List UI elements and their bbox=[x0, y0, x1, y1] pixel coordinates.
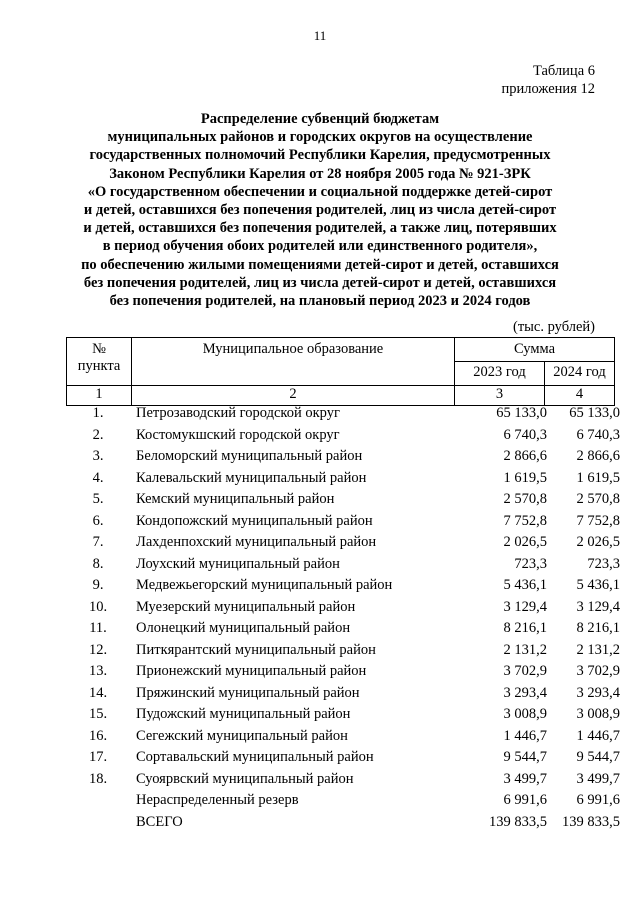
title-line: и детей, оставшихся без попечения родителей, а также лиц, потерявших bbox=[83, 220, 557, 237]
table-row bbox=[66, 532, 620, 554]
data-rows bbox=[66, 403, 620, 833]
table-row bbox=[66, 769, 620, 791]
header-number-cell: № пункта bbox=[67, 338, 132, 386]
row-number: 9. bbox=[92, 577, 104, 594]
title-line: «О государственном обеспечении и социальной поддержке детей-сирот bbox=[87, 183, 553, 200]
table-reference-line1: Таблица 6 bbox=[532, 63, 595, 79]
row-value-2023: 1 446,7 bbox=[503, 727, 547, 744]
row-number: 12. bbox=[88, 641, 108, 658]
row-number: 1. bbox=[92, 405, 104, 422]
row-number: 3. bbox=[92, 448, 104, 465]
table-reference bbox=[502, 62, 595, 98]
row-number bbox=[66, 812, 130, 834]
data-table bbox=[66, 403, 620, 833]
row-value-2024: 6 740,3 bbox=[576, 426, 620, 443]
row-value-2024: 8 216,1 bbox=[576, 620, 620, 637]
row-number: 11. bbox=[89, 620, 107, 637]
table-row bbox=[66, 425, 620, 447]
row-municipality: Питкярантский муниципальный район bbox=[136, 641, 376, 658]
header-municipality: Муниципальное образование bbox=[132, 338, 455, 386]
row-value-2024: 139 833,5 bbox=[562, 813, 620, 830]
row-municipality: Кондопожский муниципальный район bbox=[136, 512, 373, 529]
document-title bbox=[60, 110, 580, 310]
header-year-2024: 2024 год bbox=[545, 362, 615, 386]
table-header bbox=[66, 337, 615, 406]
table-row bbox=[66, 790, 620, 812]
row-number: 4. bbox=[92, 469, 104, 486]
row-municipality: Лоухский муниципальный район bbox=[136, 555, 340, 572]
row-municipality: Кемский муниципальный район bbox=[136, 491, 335, 508]
row-value-2023: 3 499,7 bbox=[503, 770, 547, 787]
row-municipality: Медвежьегорский муниципальный район bbox=[136, 577, 393, 594]
row-value-2023: 3 129,4 bbox=[503, 598, 547, 615]
row-value-2023: 723,3 bbox=[514, 555, 547, 572]
title-line: без попечения родителей, на плановый период 2023 и 2024 годов bbox=[109, 293, 531, 310]
row-municipality: ВСЕГО bbox=[136, 813, 183, 830]
row-value-2024: 3 008,9 bbox=[576, 706, 620, 723]
row-value-2023: 5 436,1 bbox=[503, 577, 547, 594]
row-value-2024: 3 499,7 bbox=[576, 770, 620, 787]
row-value-2023: 65 133,0 bbox=[496, 405, 547, 422]
table-row bbox=[66, 403, 620, 425]
row-number: 18. bbox=[88, 770, 108, 787]
title-line: Распределение субвенций бюджетам bbox=[200, 111, 440, 127]
row-municipality: Костомукшский городской округ bbox=[136, 426, 340, 443]
row-value-2023: 7 752,8 bbox=[503, 512, 547, 529]
row-value-2023: 2 866,6 bbox=[503, 448, 547, 465]
row-value-2023: 139 833,5 bbox=[489, 813, 547, 830]
table-row bbox=[66, 597, 620, 619]
table-row bbox=[66, 554, 620, 576]
row-value-2023: 9 544,7 bbox=[503, 749, 547, 766]
row-value-2023: 2 570,8 bbox=[503, 491, 547, 508]
row-value-2023: 6 740,3 bbox=[503, 426, 547, 443]
table-row bbox=[66, 618, 620, 640]
title-line: государственных полномочий Республики Карелия, предусмотренных bbox=[89, 147, 551, 164]
table-row bbox=[66, 704, 620, 726]
row-municipality: Сортавальский муниципальный район bbox=[136, 749, 374, 766]
row-value-2024: 2 570,8 bbox=[576, 491, 620, 508]
row-municipality: Прионежский муниципальный район bbox=[136, 663, 367, 680]
row-value-2024: 7 752,8 bbox=[576, 512, 620, 529]
row-value-2023: 3 293,4 bbox=[503, 684, 547, 701]
row-value-2023: 3 008,9 bbox=[503, 706, 547, 723]
row-value-2024: 5 436,1 bbox=[576, 577, 620, 594]
table-row bbox=[66, 661, 620, 683]
row-value-2024: 6 991,6 bbox=[576, 792, 620, 809]
row-number: 2. bbox=[92, 426, 104, 443]
row-number: 5. bbox=[92, 491, 104, 508]
title-line: без попечения родителей, лиц из числа детей-сирот и детей, оставшихся bbox=[83, 274, 557, 291]
table-row bbox=[66, 575, 620, 597]
row-number: 13. bbox=[88, 663, 108, 680]
row-municipality: Муезерский муниципальный район bbox=[136, 598, 356, 615]
header-col-1: 1 bbox=[67, 386, 132, 406]
table-row bbox=[66, 446, 620, 468]
row-number: 7. bbox=[92, 534, 104, 551]
row-municipality: Суоярвский муниципальный район bbox=[136, 770, 354, 787]
header-col-2: 2 bbox=[132, 386, 455, 406]
row-municipality: Петрозаводский городской округ bbox=[136, 405, 340, 422]
row-value-2023: 3 702,9 bbox=[503, 663, 547, 680]
header-year-2023: 2023 год bbox=[455, 362, 545, 386]
table-row bbox=[66, 511, 620, 533]
title-line: Законом Республики Карелия от 28 ноября 2005 года № 921-ЗРК bbox=[109, 165, 531, 182]
row-municipality: Калевальский муниципальный район bbox=[136, 469, 367, 486]
row-value-2024: 1 619,5 bbox=[576, 469, 620, 486]
table-reference-line2: приложения 12 bbox=[501, 81, 595, 97]
row-municipality: Лахденпохский муниципальный район bbox=[136, 534, 377, 551]
row-municipality: Беломорский муниципальный район bbox=[136, 448, 363, 465]
table-row bbox=[66, 640, 620, 662]
row-number: 17. bbox=[88, 749, 108, 766]
row-value-2023: 2 131,2 bbox=[503, 641, 547, 658]
row-number: 16. bbox=[88, 727, 108, 744]
title-line: и детей, оставшихся без попечения родителей, лиц из числа детей-сирот bbox=[83, 202, 557, 219]
row-value-2024: 3 293,4 bbox=[576, 684, 620, 701]
table-row bbox=[66, 468, 620, 490]
row-value-2023: 1 619,5 bbox=[503, 469, 547, 486]
page-number: 11 bbox=[313, 28, 327, 43]
title-line: муниципальных районов и городских округов на осуществление bbox=[107, 129, 533, 146]
table-row bbox=[66, 812, 620, 834]
row-municipality: Пряжинский муниципальный район bbox=[136, 684, 360, 701]
row-value-2024: 65 133,0 bbox=[569, 405, 620, 422]
row-municipality: Олонецкий муниципальный район bbox=[136, 620, 351, 637]
table-row bbox=[66, 726, 620, 748]
table-row bbox=[66, 489, 620, 511]
row-number: 6. bbox=[92, 512, 104, 529]
row-value-2023: 8 216,1 bbox=[503, 620, 547, 637]
row-value-2024: 3 129,4 bbox=[576, 598, 620, 615]
row-value-2024: 2 131,2 bbox=[576, 641, 620, 658]
row-value-2024: 9 544,7 bbox=[576, 749, 620, 766]
title-line: по обеспечению жилыми помещениями детей-сирот и детей, оставшихся bbox=[81, 256, 559, 273]
header-sum: Сумма bbox=[455, 338, 615, 362]
row-value-2023: 2 026,5 bbox=[503, 534, 547, 551]
row-municipality: Нераспределенный резерв bbox=[136, 792, 299, 809]
header-col-3: 3 bbox=[455, 386, 545, 406]
row-value-2024: 1 446,7 bbox=[576, 727, 620, 744]
row-value-2024: 723,3 bbox=[587, 555, 620, 572]
row-value-2024: 2 866,6 bbox=[576, 448, 620, 465]
title-line: в период обучения обоих родителей или единственного родителя», bbox=[102, 238, 538, 255]
row-number: 15. bbox=[88, 706, 108, 723]
table-row bbox=[66, 747, 620, 769]
row-municipality: Пудожский муниципальный район bbox=[136, 706, 351, 723]
row-number bbox=[66, 790, 130, 812]
row-value-2023: 6 991,6 bbox=[503, 792, 547, 809]
row-number: 8. bbox=[92, 555, 104, 572]
row-number: 10. bbox=[88, 598, 108, 615]
row-value-2024: 2 026,5 bbox=[576, 534, 620, 551]
header-col-4: 4 bbox=[545, 386, 615, 406]
row-value-2024: 3 702,9 bbox=[576, 663, 620, 680]
row-municipality: Сегежский муниципальный район bbox=[136, 727, 348, 744]
table-row bbox=[66, 683, 620, 705]
row-number: 14. bbox=[88, 684, 108, 701]
units-label: (тыс. рублей) bbox=[513, 319, 595, 335]
